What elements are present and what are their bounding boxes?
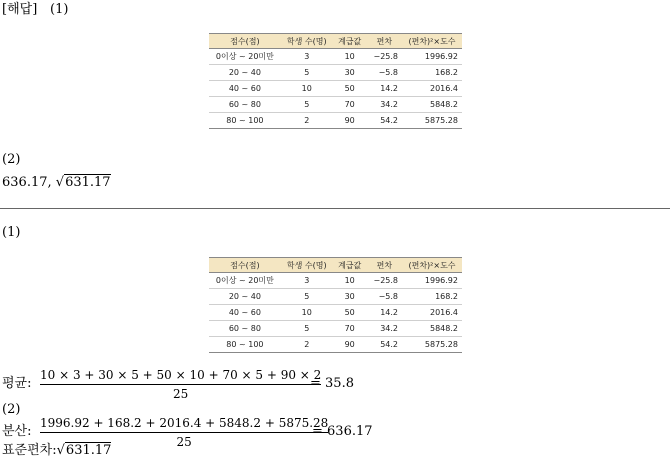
part2-label-bottom: (2) [2, 402, 21, 417]
table-row [209, 65, 462, 81]
column-header: 계급값 [333, 258, 367, 273]
part2-answer-top [2, 175, 111, 191]
table-cell: 80 ~ 100 [209, 113, 281, 129]
variance-denominator: 25 [176, 435, 192, 449]
table-cell: 30 [333, 289, 367, 305]
variance-numerator: 1996.92 + 168.2 + 2016.4 + 5848.2 + 5875.28 [40, 416, 329, 430]
fraction-bar [40, 432, 328, 433]
table-cell: −25.8 [367, 273, 402, 289]
table-cell: 34.2 [367, 97, 402, 113]
std-dev-line [2, 443, 111, 459]
table-cell: 5848.2 [402, 97, 462, 113]
table-row [209, 273, 462, 289]
table-cell: 10 [333, 273, 367, 289]
sqrt-radicand: 631.17 [65, 443, 112, 458]
table-cell: 50 [333, 305, 367, 321]
table-cell: 90 [333, 113, 367, 129]
table-row [209, 289, 462, 305]
table-row [209, 337, 462, 353]
answer-header: [해답] [2, 2, 38, 17]
column-header: 점수(점) [209, 34, 281, 49]
column-header: 학생 수(명) [281, 34, 333, 49]
table-cell: 60 ~ 80 [209, 97, 281, 113]
sqrt-radicand: 631.17 [65, 175, 111, 190]
table-cell: 80 ~ 100 [209, 337, 281, 353]
table-cell: 0이상 ~ 20미만 [209, 273, 281, 289]
table-cell: 50 [333, 81, 367, 97]
column-header: (편차)²×도수 [402, 34, 462, 49]
variance-result: = 636.17 [312, 424, 373, 439]
table-cell: 20 ~ 40 [209, 65, 281, 81]
table-cell: 54.2 [367, 113, 402, 129]
table-cell: 2016.4 [402, 81, 462, 97]
mean-numerator: 10 × 3 + 30 × 5 + 50 × 10 + 70 × 5 + 90 × 2 [40, 368, 322, 382]
table-row [209, 113, 462, 129]
table-cell: 10 [281, 305, 333, 321]
sqrt-icon: √631.17 [56, 443, 112, 458]
table-row [209, 321, 462, 337]
table-cell: 2016.4 [402, 305, 462, 321]
part1-label-bottom: (1) [2, 225, 21, 240]
table-row [209, 81, 462, 97]
table-row [209, 49, 462, 65]
column-header: 계급값 [333, 34, 367, 49]
table-cell: −25.8 [367, 49, 402, 65]
table-cell: 34.2 [367, 321, 402, 337]
table-cell: 10 [281, 81, 333, 97]
column-header: 편차 [367, 34, 402, 49]
frequency-table-top [209, 33, 462, 129]
table-cell: 20 ~ 40 [209, 289, 281, 305]
table-cell: 5 [281, 97, 333, 113]
table-cell: 0이상 ~ 20미만 [209, 49, 281, 65]
part1-label-top: (1) [50, 2, 69, 17]
column-header: 점수(점) [209, 258, 281, 273]
table-cell: 30 [333, 65, 367, 81]
table-header-row [209, 34, 462, 49]
table-cell: −5.8 [367, 65, 402, 81]
table-cell: 5875.28 [402, 113, 462, 129]
table-cell: 60 ~ 80 [209, 321, 281, 337]
part2-answer-prefix: 636.17, [2, 175, 56, 190]
mean-label: 평균: [2, 376, 32, 391]
table-cell: 5848.2 [402, 321, 462, 337]
table-cell: 70 [333, 321, 367, 337]
table-cell: 10 [333, 49, 367, 65]
table-cell: 168.2 [402, 65, 462, 81]
fraction-bar [40, 384, 321, 385]
section-divider [0, 208, 670, 209]
table-cell: 2 [281, 113, 333, 129]
column-header: 학생 수(명) [281, 258, 333, 273]
sqrt-icon: √631.17 [55, 175, 111, 190]
table-cell: 5 [281, 65, 333, 81]
table-cell: 3 [281, 49, 333, 65]
table-cell: 2 [281, 337, 333, 353]
table-cell: 5 [281, 321, 333, 337]
table-cell: 14.2 [367, 305, 402, 321]
table-cell: 40 ~ 60 [209, 81, 281, 97]
column-header: 편차 [367, 258, 402, 273]
table-cell: 1996.92 [402, 273, 462, 289]
frequency-table-bottom [209, 257, 462, 353]
table-row [209, 97, 462, 113]
part2-label-top: (2) [2, 152, 21, 167]
table-cell: 40 ~ 60 [209, 305, 281, 321]
table-cell: 14.2 [367, 81, 402, 97]
table-cell: 3 [281, 273, 333, 289]
table-cell: 5 [281, 289, 333, 305]
column-header: (편차)²×도수 [402, 258, 462, 273]
mean-fraction [40, 368, 321, 401]
table-cell: 1996.92 [402, 49, 462, 65]
table-header-row [209, 258, 462, 273]
table-cell: 5875.28 [402, 337, 462, 353]
table-row [209, 305, 462, 321]
variance-label: 분산: [2, 424, 32, 439]
table-cell: 54.2 [367, 337, 402, 353]
table-cell: 90 [333, 337, 367, 353]
table-cell: 168.2 [402, 289, 462, 305]
std-dev-label: 표준편차: [2, 443, 57, 458]
table-cell: 70 [333, 97, 367, 113]
table-cell: −5.8 [367, 289, 402, 305]
mean-result: = 35.8 [310, 376, 354, 391]
mean-denominator: 25 [173, 387, 189, 401]
